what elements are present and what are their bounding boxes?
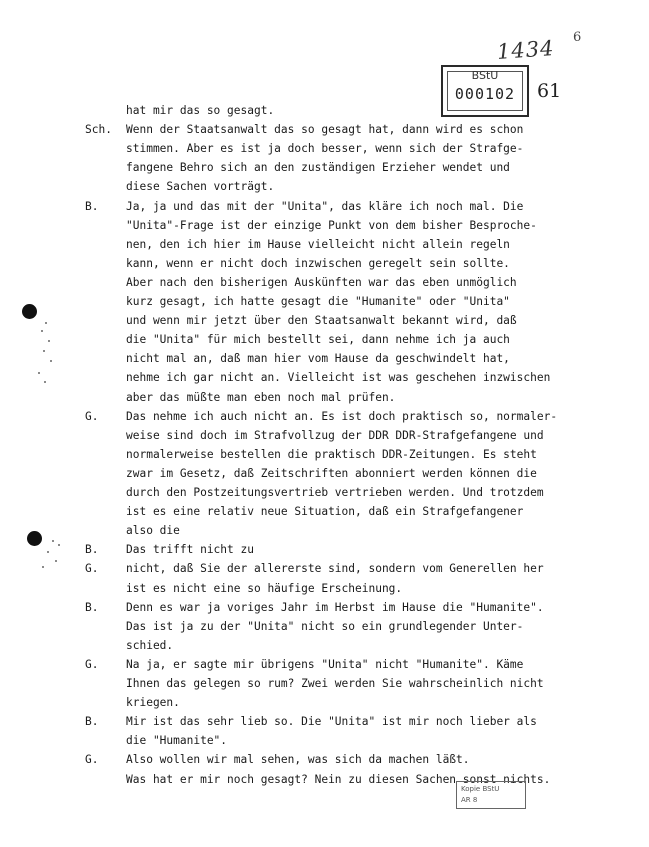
line-text: fangene Behro sich an den zuständigen Erzieher wendet und: [126, 161, 510, 175]
scan-speck: [38, 372, 40, 374]
transcript-line: [0, 254, 649, 273]
transcript-line: [0, 368, 649, 387]
transcript-line: [0, 559, 649, 578]
speaker-label: Sch.: [85, 123, 112, 137]
transcript-line: [0, 426, 649, 445]
transcript-line: [0, 617, 649, 636]
line-text: nehme ich gar nicht an. Vielleicht ist was geschehen inzwischen: [126, 371, 551, 385]
scan-speck: [47, 551, 49, 553]
scan-speck: [41, 330, 43, 332]
scan-speck: [44, 381, 46, 383]
transcript-line: [0, 712, 649, 731]
line-text: Was hat er mir noch gesagt? Nein zu diesen Sachen sonst nichts.: [126, 772, 551, 786]
line-text: Ja, ja und das mit der "Unita", das kläre ich noch mal. Die: [126, 199, 524, 213]
speaker-label: B.: [85, 715, 99, 729]
transcript-line: [0, 693, 649, 712]
transcript-line: [0, 483, 649, 502]
line-text: also die: [126, 524, 180, 538]
page-number: 61: [537, 80, 562, 102]
line-text: kriegen.: [126, 696, 180, 710]
speaker-label: G.: [85, 657, 99, 671]
line-text: und wenn mir jetzt über den Staatsanwalt bekannt wird, daß: [126, 314, 517, 328]
scan-speck: [42, 566, 44, 568]
scan-speck: [52, 540, 54, 542]
transcript-line: [0, 598, 649, 617]
transcript-line: [0, 177, 649, 196]
transcript-line: [0, 540, 649, 559]
line-text: Aber nach den bisherigen Auskünften war das eben unmöglich: [126, 275, 517, 289]
transcript-line: [0, 407, 649, 426]
transcript-line: [0, 636, 649, 655]
line-text: Das trifft nicht zu: [126, 543, 254, 557]
line-text: Mir ist das sehr lieb so. Die "Unita" ist mir noch lieber als: [126, 715, 537, 729]
line-text: Also wollen wir mal sehen, was sich da machen läßt.: [126, 753, 470, 767]
transcript-line: [0, 216, 649, 235]
line-text: Na ja, er sagte mir übrigens "Unita" nicht "Humanite". Käme: [126, 657, 524, 671]
transcript-line: [0, 388, 649, 407]
speaker-label: B.: [85, 543, 99, 557]
line-text: schied.: [126, 638, 174, 652]
transcript-line: [0, 120, 649, 139]
line-text: Das ist ja zu der "Unita" nicht so ein grundlegender Unter-: [126, 619, 524, 633]
line-text: zwar im Gesetz, daß Zeitschriften abonniert werden können die: [126, 466, 537, 480]
line-text: die "Unita" für mich bestellt sei, dann nehme ich ja auch: [126, 333, 510, 347]
transcript-line: [0, 101, 649, 120]
speaker-label: B.: [85, 199, 99, 213]
line-text: Wenn der Staatsanwalt das so gesagt hat, dann wird es schon: [126, 123, 524, 137]
line-text: kurz gesagt, ich hatte gesagt die "Humanite" oder "Unita": [126, 295, 510, 308]
line-text: Denn es war ja voriges Jahr im Herbst im Hause die "Humanite".: [126, 600, 544, 614]
transcript-line: [0, 655, 649, 674]
speaker-label: G.: [85, 409, 99, 423]
transcript-line: [0, 521, 649, 540]
line-text: diese Sachen vorträgt.: [126, 180, 275, 194]
line-text: normalerweise bestellen die praktisch DDR-Zeitungen. Es steht: [126, 447, 537, 461]
line-text: ist es nicht eine so häufige Erscheinung.: [126, 581, 403, 595]
scan-speck: [48, 340, 50, 342]
line-text: nicht, daß Sie der allererste sind, sondern vom Generellen her: [126, 562, 544, 576]
transcript-line: [0, 349, 649, 368]
speaker-label: G.: [85, 562, 99, 576]
transcript-line: [0, 445, 649, 464]
line-text: nen, den ich hier im Hause vielleicht nicht allein regeln: [126, 237, 510, 251]
scan-speck: [50, 360, 52, 362]
transcript-line: [0, 158, 649, 177]
transcript-line: [0, 464, 649, 483]
transcript-line: [0, 579, 649, 598]
archive-stamp-label: BStU: [471, 69, 499, 82]
transcript-line: [0, 273, 649, 292]
transcript-line: [0, 330, 649, 349]
line-text: Ihnen das gelegen so rum? Zwei werden Sie wahrscheinlich nicht: [126, 677, 544, 690]
transcript-line: [0, 750, 649, 769]
handwritten-archive-number: 1434: [496, 36, 556, 64]
transcript-line: [0, 502, 649, 521]
transcript-line: [0, 731, 649, 750]
copy-stamp-line2: AR 8: [461, 796, 478, 804]
speaker-label: G.: [85, 753, 99, 767]
copy-stamp: [456, 781, 526, 809]
transcript-line: [0, 674, 649, 693]
transcript-line: [0, 311, 649, 330]
line-text: "Unita"-Frage ist der einzige Punkt von dem bisher Besproche-: [126, 218, 537, 232]
line-text: hat mir das so gesagt.: [126, 104, 275, 117]
transcript-line: [0, 770, 649, 789]
line-text: Das nehme ich auch nicht an. Es ist doch praktisch so, normaler-: [126, 409, 558, 423]
line-text: ist es eine relativ neue Situation, daß ein Strafgefangener: [126, 505, 524, 519]
scan-speck: [58, 544, 60, 546]
transcript-line: [0, 197, 649, 216]
line-text: die "Humanite".: [126, 734, 228, 748]
line-text: nicht mal an, daß man hier vom Hause da geschwindelt hat,: [126, 352, 510, 366]
line-text: kann, wenn er nicht doch inzwischen geregelt sein sollte.: [126, 256, 510, 270]
line-text: weise sind doch im Strafvollzug der DDR DDR-Strafgefangene und: [126, 428, 544, 442]
transcript-line: [0, 235, 649, 254]
scan-speck: [45, 322, 47, 324]
line-text: stimmen. Aber es ist ja doch besser, wenn sich der Strafge-: [126, 142, 524, 156]
speaker-label: B.: [85, 600, 99, 614]
scan-speck: [55, 560, 57, 562]
line-text: aber das müßte man eben noch mal prüfen.: [126, 390, 396, 404]
archive-stamp-number: 000102: [454, 85, 516, 103]
scan-speck: [43, 350, 45, 352]
transcript-line: [0, 139, 649, 158]
transcript-line: [0, 292, 649, 311]
line-text: durch den Postzeitungsvertrieb vertrieben werden. Und trotzdem: [126, 486, 544, 499]
handwritten-small-number: 6: [573, 30, 582, 45]
copy-stamp-line1: Kopie BStU: [461, 785, 500, 793]
